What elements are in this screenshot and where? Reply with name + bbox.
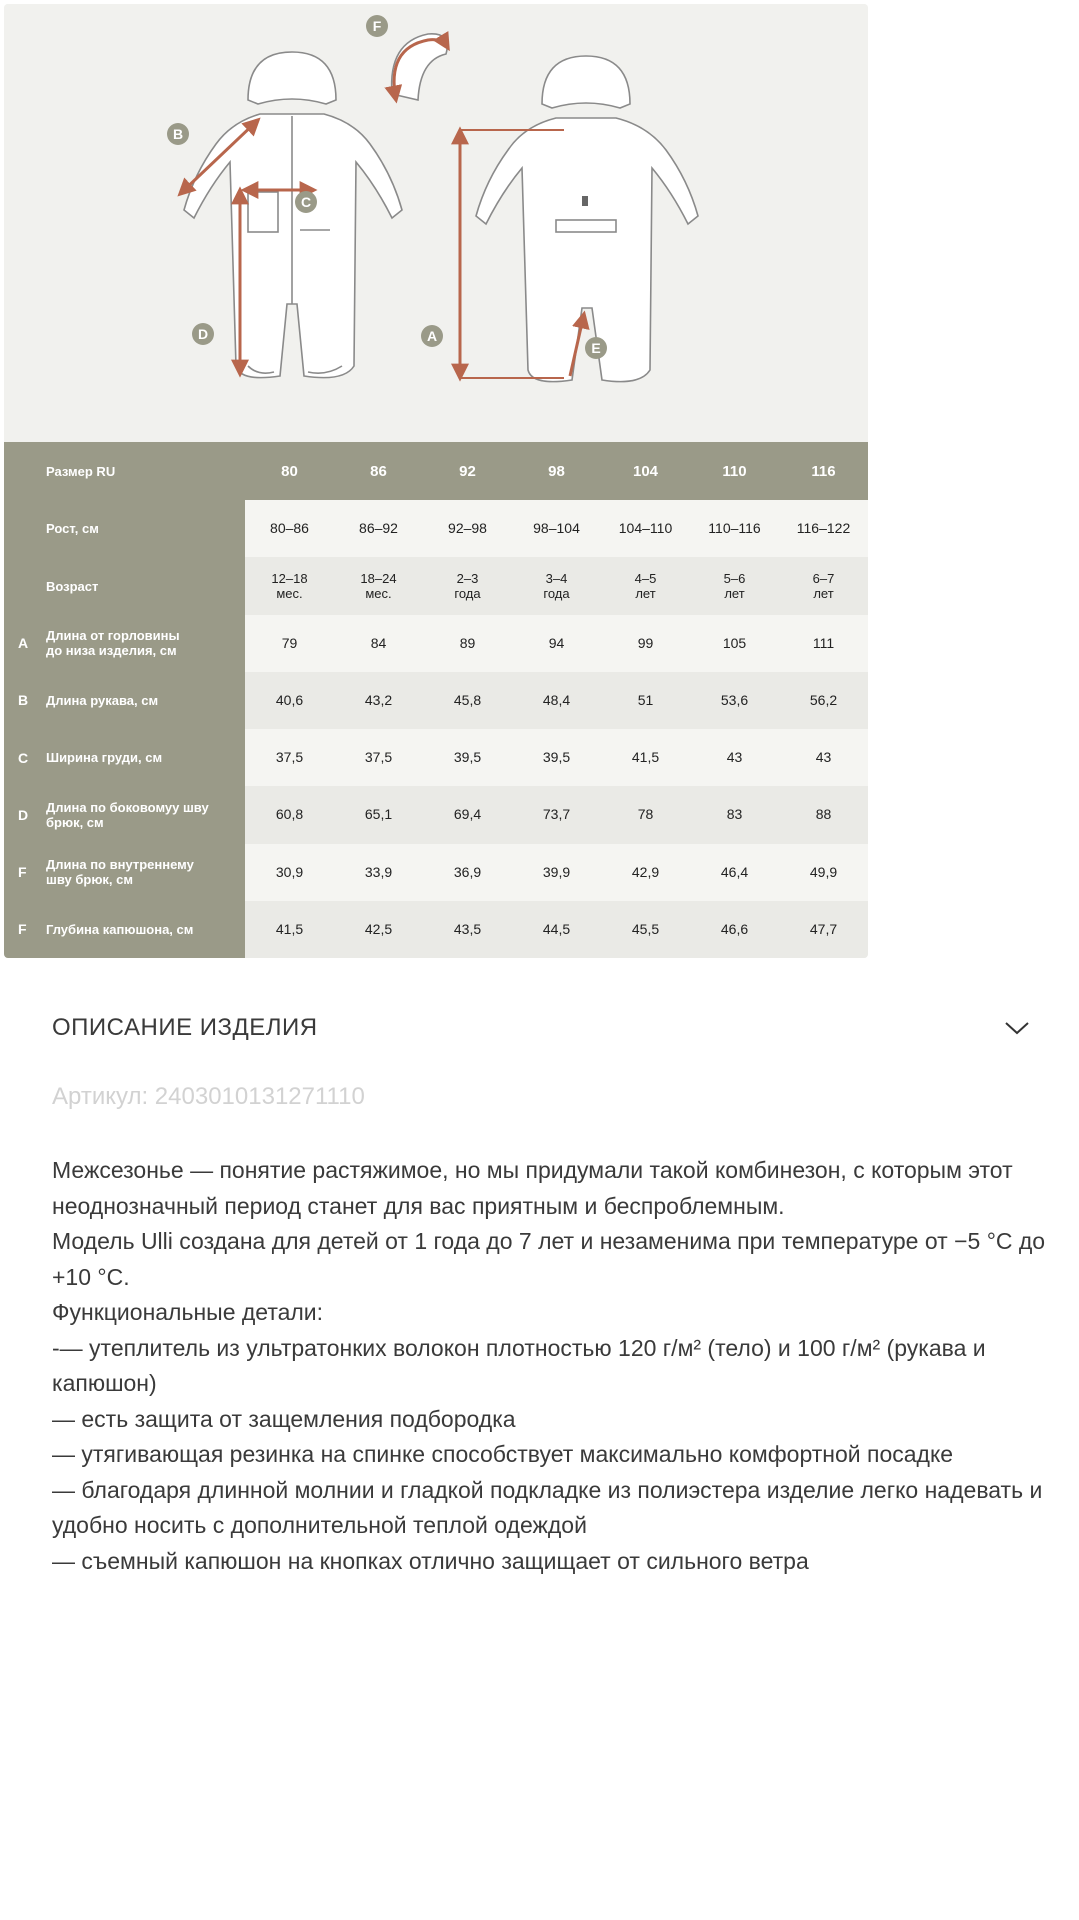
description-title: ОПИСАНИЕ ИЗДЕЛИЯ [52,1014,318,1041]
size-value-cell: 89 [423,615,512,672]
size-table [4,442,868,958]
size-value-cell: 53,6 [690,672,779,729]
size-value-cell: 45,8 [423,672,512,729]
size-value-cell: 111 [779,615,868,672]
size-chart-image [4,4,868,958]
size-value-cell: 41,5 [245,901,334,958]
row-label-cell [4,901,245,958]
size-value-cell: 83 [690,786,779,843]
size-header-cell: 80 [281,462,298,480]
size-value-cell: 65,1 [334,786,423,843]
row-label: Длина рукава, см [46,692,159,708]
size-value-cell: 43 [690,729,779,786]
size-header-label: Размер RU [4,442,245,500]
row-label-cell [4,729,245,786]
size-value-cell: 43 [779,729,868,786]
size-value-cell: 45,5 [601,901,690,958]
size-table-row [4,844,868,901]
size-value-cell: 37,5 [334,729,423,786]
row-label: Глубина капюшона, см [46,921,194,937]
size-value-cell: 3–4 года [512,557,601,614]
description-paragraph: Межсезонье — понятие растяжимое, но мы придумали такой комбинезон, с которым этот неоднозначный период станет для вас приятным и беспроблемным. [52,1157,1013,1219]
size-value-cell: 44,5 [512,901,601,958]
size-value-cell: 104–110 [601,500,690,557]
size-value-cell: 98–104 [512,500,601,557]
size-value-cell: 47,7 [779,901,868,958]
size-value-cell: 116–122 [779,500,868,557]
size-value-cell: 43,5 [423,901,512,958]
size-value-cell: 69,4 [423,786,512,843]
row-label-cell [4,615,245,672]
description-accordion-header[interactable] [52,1008,1030,1048]
jumpsuit-diagram [4,4,868,442]
row-label-cell [4,844,245,901]
size-value-cell: 4–5 лет [601,557,690,614]
size-value-cell: 84 [334,615,423,672]
measurement-letter: A [18,635,29,652]
size-value-cell: 78 [601,786,690,843]
size-value-cell: 30,9 [245,844,334,901]
measurement-letter: F [18,864,27,881]
svg-text:D: D [197,326,209,342]
size-value-cell: 5–6 лет [690,557,779,614]
size-value-cell: 36,9 [423,844,512,901]
size-value-cell: 18–24 мес. [334,557,423,614]
description-paragraph: — есть защита от защемления подбородка [52,1405,516,1432]
measurement-letter: F [18,921,27,938]
row-label: Длина по внутреннему шву брюк, см [46,857,194,888]
svg-text:E: E [591,340,601,356]
size-value-cell: 40,6 [245,672,334,729]
size-value-cell: 80–86 [245,500,334,557]
size-table-row [4,729,868,786]
size-value-cell: 79 [245,615,334,672]
size-value-cell: 88 [779,786,868,843]
description-paragraph: Модель Ulli создана для детей от 1 года до 7 лет и незаменима при температуре от −5 °С до +10 °С. [52,1228,1046,1290]
size-header-cell: 92 [459,462,476,480]
size-value-cell: 39,5 [423,729,512,786]
size-value-cell: 92–98 [423,500,512,557]
size-table-row [4,901,868,958]
size-value-cell: 48,4 [512,672,601,729]
description-paragraph: -— утеплитель из ультратонких волокон плотностью 120 г/м² (тело) и 100 г/м² (рукава и капюшон) [52,1334,986,1396]
row-label-cell [4,557,245,614]
size-value-cell: 94 [512,615,601,672]
size-table-row [4,500,868,557]
size-illustration [4,4,868,442]
size-value-cell: 99 [601,615,690,672]
svg-text:B: B [172,126,184,142]
size-table-row [4,557,868,614]
measurement-letter: D [18,806,29,823]
size-header-cell: 98 [548,462,565,480]
size-value-cell: 73,7 [512,786,601,843]
row-label-cell [4,786,245,843]
size-value-cell: 39,9 [512,844,601,901]
size-value-cell: 33,9 [334,844,423,901]
row-label: Длина по боковомуу шву брюк, см [46,799,209,830]
sku-text: Артикул: 2403010131271110 [52,1083,365,1110]
size-value-cell: 51 [601,672,690,729]
row-label: Возраст [46,578,99,594]
size-value-cell: 46,4 [690,844,779,901]
size-value-cell: 42,9 [601,844,690,901]
size-value-cell: 46,6 [690,901,779,958]
row-label: Ширина груди, см [46,750,163,766]
svg-text:F: F [372,18,382,34]
chevron-down-icon[interactable] [1004,1021,1030,1035]
size-header-cell: 86 [370,462,387,480]
description-paragraph: — благодаря длинной молнии и гладкой подкладке из полиэстера изделие легко надевать и удобно носить с дополнительной теплой одеждой [52,1476,1043,1538]
size-value-cell: 12–18 мес. [245,557,334,614]
size-value-cell: 6–7 лет [779,557,868,614]
size-header-row [4,442,868,500]
measurement-letter: C [18,749,29,766]
size-table-row [4,786,868,843]
description-body [52,1153,1052,1579]
size-value-cell: 49,9 [779,844,868,901]
size-header-cell: 104 [632,462,659,480]
size-table-row [4,672,868,729]
front-view-drawing [184,52,402,378]
description-paragraph: Функциональные детали: [52,1299,324,1325]
size-value-cell: 37,5 [245,729,334,786]
row-label: Рост, см [46,521,99,537]
row-label-cell [4,500,245,557]
size-value-cell: 2–3 года [423,557,512,614]
row-label-cell [4,672,245,729]
description-paragraph: — съемный капюшон на кнопках отлично защищает от сильного ветра [52,1547,809,1574]
size-value-cell: 56,2 [779,672,868,729]
size-value-cell: 86–92 [334,500,423,557]
description-paragraph: — утягивающая резинка на спинке способствует максимально комфортной посадке [52,1441,954,1467]
row-label: Длина от горловины до низа изделия, см [46,628,180,659]
size-value-cell: 60,8 [245,786,334,843]
size-header-cell: 116 [811,462,836,480]
size-value-cell: 42,5 [334,901,423,958]
size-header-cell: 110 [722,462,747,480]
size-value-cell: 39,5 [512,729,601,786]
size-value-cell: 43,2 [334,672,423,729]
size-table-row [4,615,868,672]
svg-text:C: C [300,194,312,210]
back-view-drawing [476,56,698,382]
size-value-cell: 41,5 [601,729,690,786]
svg-text:A: A [426,328,438,344]
size-value-cell: 110–116 [690,500,779,557]
measurement-letter: B [18,692,29,709]
size-value-cell: 105 [690,615,779,672]
